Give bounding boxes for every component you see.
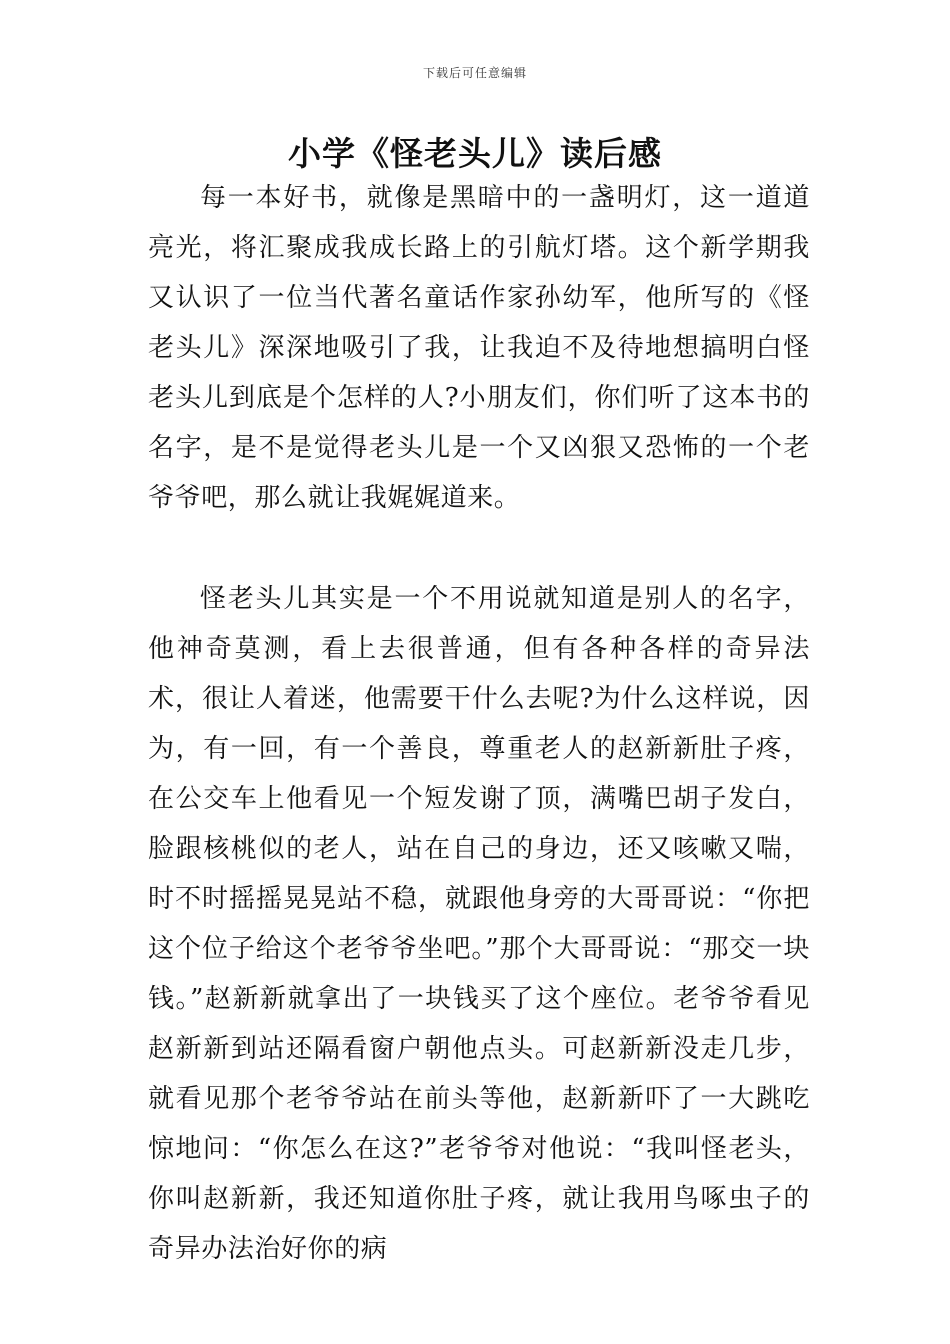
body-paragraph: 怪老头儿其实是一个不用说就知道是别人的名字，他神奇莫测，看上去很普通，但有各种各样的奇异法术，很让人着迷，他需要干什么去呢?为什么这样说，因为，有一回，有一个善良，尊重老人的赵新新肚子疼，在公交车上他看见一个短发谢了顶，满嘴巴胡子发白，脸跟核桃似的老人，站在自己的身边，还又咳嗽又喘，时不时摇摇晃晃站不稳，就跟他身旁的大哥哥说：“你把这个位子给这个老爷爷坐吧。”那个大哥哥说：“那交一块钱。”赵新新就拿出了一块钱买了这个座位。老爷爷看见赵新新到站还隔看窗户朝他点头。可赵新新没走几步，就看见那个老爷爷站在前头等他，赵新新吓了一大跳吃惊地问：“你怎么在这?”老爷爷对他说：“我叫怪老头，你叫赵新新，我还知道你肚子疼，就让我用鸟啄虫子的奇异办法治好你的病 <box>148 584 810 1264</box>
body-paragraph: 每一本好书，就像是黑暗中的一盏明灯，这一道道亮光，将汇聚成我成长路上的引航灯塔。这个新学期我又认识了一位当代著名童话作家孙幼军，他所写的《怪老头儿》深深地吸引了我，让我迫不及待地想搞明白怪老头儿到底是个怎样的人?小朋友们，你们听了这本书的名字，是不是觉得老头儿是一个又凶狠又恐怖的一个老爷爷吧，那么就让我娓娓道来。 <box>148 183 810 513</box>
header-note: 下载后可任意编辑 <box>422 66 527 80</box>
document-title: 小学《怪老头儿》读后感 <box>288 134 662 173</box>
